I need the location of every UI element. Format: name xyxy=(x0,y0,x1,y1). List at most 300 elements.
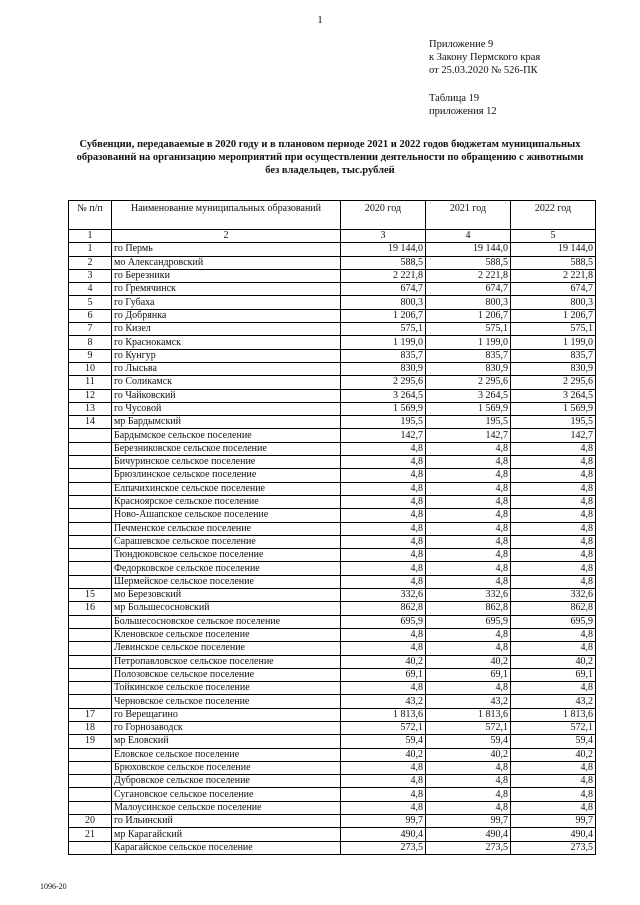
header-name: Наименование муниципальных образований xyxy=(112,201,341,230)
table-row xyxy=(69,256,596,269)
municipality-name-cell: го Верещагино xyxy=(112,708,341,721)
row-number-cell xyxy=(69,761,112,774)
table-row xyxy=(69,628,596,641)
table-row xyxy=(69,761,596,774)
value-2020-cell: 1 206,7 xyxy=(341,309,426,322)
value-2021-cell: 59,4 xyxy=(426,735,511,748)
value-2021-cell: 4,8 xyxy=(426,642,511,655)
table-row xyxy=(69,296,596,309)
value-2022-cell: 1 206,7 xyxy=(511,309,596,322)
municipality-name-cell: Ново-Ашапское сельское поселение xyxy=(112,509,341,522)
value-2020-cell: 800,3 xyxy=(341,296,426,309)
value-2022-cell: 1 813,6 xyxy=(511,708,596,721)
value-2021-cell: 830,9 xyxy=(426,362,511,375)
table-row xyxy=(69,642,596,655)
municipality-name-cell: го Чусовой xyxy=(112,402,341,415)
municipality-name-cell: Бичуринское сельское поселение xyxy=(112,456,341,469)
value-2020-cell: 40,2 xyxy=(341,748,426,761)
value-2020-cell: 695,9 xyxy=(341,615,426,628)
value-2021-cell: 43,2 xyxy=(426,695,511,708)
header-2020: 2020 год xyxy=(341,201,426,230)
municipality-name-cell: Левинское сельское поселение xyxy=(112,642,341,655)
value-2021-cell: 1 569,9 xyxy=(426,402,511,415)
value-2021-cell: 1 199,0 xyxy=(426,336,511,349)
value-2020-cell: 4,8 xyxy=(341,788,426,801)
appendix-reference xyxy=(429,38,540,77)
municipality-name-cell: го Кизел xyxy=(112,323,341,336)
row-number-cell: 8 xyxy=(69,336,112,349)
index-cell: 3 xyxy=(341,230,426,243)
value-2020-cell: 575,1 xyxy=(341,323,426,336)
municipality-name-cell: мо Александровский xyxy=(112,256,341,269)
municipality-name-cell: го Пермь xyxy=(112,243,341,256)
table-row xyxy=(69,748,596,761)
table-row xyxy=(69,283,596,296)
table-row xyxy=(69,469,596,482)
value-2022-cell: 40,2 xyxy=(511,655,596,668)
value-2020-cell: 4,8 xyxy=(341,549,426,562)
table-row xyxy=(69,456,596,469)
table-row xyxy=(69,615,596,628)
value-2022-cell: 273,5 xyxy=(511,841,596,854)
municipality-name-cell: Красноярское сельское поселение xyxy=(112,495,341,508)
table-row xyxy=(69,841,596,854)
value-2021-cell: 40,2 xyxy=(426,748,511,761)
value-2022-cell: 4,8 xyxy=(511,535,596,548)
row-number-cell xyxy=(69,682,112,695)
value-2021-cell: 4,8 xyxy=(426,456,511,469)
value-2021-cell: 195,5 xyxy=(426,416,511,429)
table-row xyxy=(69,509,596,522)
value-2020-cell: 4,8 xyxy=(341,509,426,522)
value-2022-cell: 4,8 xyxy=(511,628,596,641)
page-number: 1 xyxy=(317,14,323,26)
value-2021-cell: 4,8 xyxy=(426,761,511,774)
value-2020-cell: 4,8 xyxy=(341,562,426,575)
table-ref-line: приложения 12 xyxy=(429,106,497,117)
value-2022-cell: 862,8 xyxy=(511,602,596,615)
value-2021-cell: 572,1 xyxy=(426,721,511,734)
value-2021-cell: 332,6 xyxy=(426,589,511,602)
value-2020-cell: 142,7 xyxy=(341,429,426,442)
value-2022-cell: 4,8 xyxy=(511,761,596,774)
value-2020-cell: 4,8 xyxy=(341,482,426,495)
value-2021-cell: 4,8 xyxy=(426,562,511,575)
table-row xyxy=(69,549,596,562)
municipality-name-cell: Еловское сельское поселение xyxy=(112,748,341,761)
municipality-name-cell: мр Большесосновский xyxy=(112,602,341,615)
table-row xyxy=(69,655,596,668)
value-2022-cell: 59,4 xyxy=(511,735,596,748)
value-2022-cell: 4,8 xyxy=(511,456,596,469)
table-row xyxy=(69,402,596,415)
value-2022-cell: 588,5 xyxy=(511,256,596,269)
row-number-cell xyxy=(69,841,112,854)
value-2022-cell: 4,8 xyxy=(511,469,596,482)
row-number-cell: 9 xyxy=(69,349,112,362)
value-2020-cell: 99,7 xyxy=(341,815,426,828)
value-2022-cell: 19 144,0 xyxy=(511,243,596,256)
value-2022-cell: 674,7 xyxy=(511,283,596,296)
row-number-cell xyxy=(69,788,112,801)
row-number-cell: 20 xyxy=(69,815,112,828)
value-2021-cell: 800,3 xyxy=(426,296,511,309)
value-2022-cell: 4,8 xyxy=(511,575,596,588)
municipality-name-cell: Кленовское сельское поселение xyxy=(112,628,341,641)
index-cell: 2 xyxy=(112,230,341,243)
value-2020-cell: 830,9 xyxy=(341,362,426,375)
row-number-cell: 5 xyxy=(69,296,112,309)
municipality-name-cell: Сарашевское сельское поселение xyxy=(112,535,341,548)
value-2021-cell: 4,8 xyxy=(426,788,511,801)
value-2020-cell: 43,2 xyxy=(341,695,426,708)
value-2021-cell: 19 144,0 xyxy=(426,243,511,256)
row-number-cell: 14 xyxy=(69,416,112,429)
value-2020-cell: 1 813,6 xyxy=(341,708,426,721)
value-2021-cell: 1 813,6 xyxy=(426,708,511,721)
row-number-cell: 17 xyxy=(69,708,112,721)
row-number-cell: 16 xyxy=(69,602,112,615)
table-row xyxy=(69,735,596,748)
municipality-name-cell: Елпачихинское сельское поселение xyxy=(112,482,341,495)
value-2020-cell: 4,8 xyxy=(341,495,426,508)
value-2020-cell: 4,8 xyxy=(341,442,426,455)
value-2022-cell: 800,3 xyxy=(511,296,596,309)
municipality-name-cell: го Кунгур xyxy=(112,349,341,362)
value-2020-cell: 4,8 xyxy=(341,642,426,655)
table-row xyxy=(69,695,596,708)
value-2021-cell: 4,8 xyxy=(426,801,511,814)
value-2022-cell: 4,8 xyxy=(511,788,596,801)
value-2022-cell: 835,7 xyxy=(511,349,596,362)
table-row xyxy=(69,349,596,362)
municipality-name-cell: го Чайковский xyxy=(112,389,341,402)
value-2021-cell: 4,8 xyxy=(426,495,511,508)
municipality-name-cell: Брюховское сельское поселение xyxy=(112,761,341,774)
municipality-name-cell: Тюндюковское сельское поселение xyxy=(112,549,341,562)
value-2022-cell: 40,2 xyxy=(511,748,596,761)
value-2022-cell: 4,8 xyxy=(511,442,596,455)
row-number-cell xyxy=(69,456,112,469)
value-2020-cell: 2 221,8 xyxy=(341,269,426,282)
municipality-name-cell: го Горнозаводск xyxy=(112,721,341,734)
value-2021-cell: 4,8 xyxy=(426,442,511,455)
value-2021-cell: 4,8 xyxy=(426,482,511,495)
value-2020-cell: 4,8 xyxy=(341,575,426,588)
value-2022-cell: 830,9 xyxy=(511,362,596,375)
municipality-name-cell: мо Березовский xyxy=(112,589,341,602)
municipality-name-cell: Федорковское сельское поселение xyxy=(112,562,341,575)
row-number-cell xyxy=(69,562,112,575)
table-row xyxy=(69,243,596,256)
value-2022-cell: 332,6 xyxy=(511,589,596,602)
municipality-name-cell: мр Бардымский xyxy=(112,416,341,429)
municipality-name-cell: Брюзлинское сельское поселение xyxy=(112,469,341,482)
value-2021-cell: 69,1 xyxy=(426,668,511,681)
value-2020-cell: 19 144,0 xyxy=(341,243,426,256)
row-number-cell xyxy=(69,748,112,761)
title-line: без владельцев, тыс.рублей xyxy=(265,165,395,176)
value-2021-cell: 674,7 xyxy=(426,283,511,296)
value-2022-cell: 575,1 xyxy=(511,323,596,336)
row-number-cell: 12 xyxy=(69,389,112,402)
table-row xyxy=(69,668,596,681)
municipality-name-cell: Большесосновское сельское поселение xyxy=(112,615,341,628)
municipality-name-cell: Петропавловское сельское поселение xyxy=(112,655,341,668)
municipality-name-cell: Тойкинское сельское поселение xyxy=(112,682,341,695)
appendix-line: к Закону Пермского края xyxy=(429,52,541,63)
appendix-line: Приложение 9 xyxy=(429,39,494,50)
value-2022-cell: 4,8 xyxy=(511,482,596,495)
table-row xyxy=(69,788,596,801)
value-2020-cell: 4,8 xyxy=(341,469,426,482)
row-number-cell: 4 xyxy=(69,283,112,296)
value-2022-cell: 3 264,5 xyxy=(511,389,596,402)
value-2021-cell: 3 264,5 xyxy=(426,389,511,402)
table-row xyxy=(69,801,596,814)
row-number-cell xyxy=(69,695,112,708)
row-number-cell xyxy=(69,509,112,522)
row-number-cell: 13 xyxy=(69,402,112,415)
row-number-cell: 2 xyxy=(69,256,112,269)
value-2021-cell: 99,7 xyxy=(426,815,511,828)
municipality-name-cell: Бардымское сельское поселение xyxy=(112,429,341,442)
value-2020-cell: 4,8 xyxy=(341,775,426,788)
municipality-name-cell: Малоусинское сельское поселение xyxy=(112,801,341,814)
value-2020-cell: 332,6 xyxy=(341,589,426,602)
row-number-cell: 6 xyxy=(69,309,112,322)
value-2020-cell: 572,1 xyxy=(341,721,426,734)
municipality-name-cell: Сугановское сельское поселение xyxy=(112,788,341,801)
municipality-name-cell: мр Еловский xyxy=(112,735,341,748)
value-2021-cell: 4,8 xyxy=(426,522,511,535)
table-row xyxy=(69,336,596,349)
table-row xyxy=(69,362,596,375)
table-ref-line: Таблица 19 xyxy=(429,93,480,104)
value-2022-cell: 43,2 xyxy=(511,695,596,708)
value-2020-cell: 59,4 xyxy=(341,735,426,748)
municipality-name-cell: Карагайское сельское поселение xyxy=(112,841,341,854)
value-2021-cell: 575,1 xyxy=(426,323,511,336)
table-row xyxy=(69,482,596,495)
value-2020-cell: 4,8 xyxy=(341,522,426,535)
municipality-name-cell: Дубровское сельское поселение xyxy=(112,775,341,788)
municipality-name-cell: Черновское сельское поселение xyxy=(112,695,341,708)
value-2022-cell: 69,1 xyxy=(511,668,596,681)
table-row xyxy=(69,721,596,734)
value-2020-cell: 835,7 xyxy=(341,349,426,362)
municipality-name-cell: го Губаха xyxy=(112,296,341,309)
value-2020-cell: 4,8 xyxy=(341,628,426,641)
value-2021-cell: 2 295,6 xyxy=(426,376,511,389)
table-row xyxy=(69,682,596,695)
municipality-name-cell: го Березники xyxy=(112,269,341,282)
value-2020-cell: 4,8 xyxy=(341,801,426,814)
value-2022-cell: 142,7 xyxy=(511,429,596,442)
table-row xyxy=(69,828,596,841)
value-2022-cell: 1 569,9 xyxy=(511,402,596,415)
table-row xyxy=(69,562,596,575)
municipality-name-cell: мр Карагайский xyxy=(112,828,341,841)
value-2020-cell: 4,8 xyxy=(341,682,426,695)
table-row xyxy=(69,602,596,615)
row-number-cell: 19 xyxy=(69,735,112,748)
value-2021-cell: 4,8 xyxy=(426,509,511,522)
value-2020-cell: 4,8 xyxy=(341,761,426,774)
table-row xyxy=(69,323,596,336)
value-2021-cell: 4,8 xyxy=(426,535,511,548)
value-2021-cell: 4,8 xyxy=(426,575,511,588)
value-2020-cell: 4,8 xyxy=(341,535,426,548)
row-number-cell xyxy=(69,575,112,588)
title-line: Субвенции, передаваемые в 2020 году и в плановом периоде 2021 и 2022 годов бюджетам муниципальных xyxy=(79,139,581,150)
value-2020-cell: 4,8 xyxy=(341,456,426,469)
row-number-cell xyxy=(69,469,112,482)
row-number-cell: 1 xyxy=(69,243,112,256)
row-number-cell xyxy=(69,775,112,788)
table-row xyxy=(69,376,596,389)
value-2020-cell: 40,2 xyxy=(341,655,426,668)
row-number-cell xyxy=(69,535,112,548)
row-number-cell: 3 xyxy=(69,269,112,282)
value-2022-cell: 2 221,8 xyxy=(511,269,596,282)
column-index-row xyxy=(69,230,596,243)
value-2022-cell: 490,4 xyxy=(511,828,596,841)
row-number-cell xyxy=(69,495,112,508)
municipality-name-cell: Полозовское сельское поселение xyxy=(112,668,341,681)
value-2021-cell: 142,7 xyxy=(426,429,511,442)
municipality-name-cell: го Краснокамск xyxy=(112,336,341,349)
value-2021-cell: 695,9 xyxy=(426,615,511,628)
value-2021-cell: 4,8 xyxy=(426,549,511,562)
row-number-cell: 10 xyxy=(69,362,112,375)
value-2022-cell: 4,8 xyxy=(511,562,596,575)
row-number-cell xyxy=(69,655,112,668)
municipality-name-cell: го Лысьва xyxy=(112,362,341,375)
value-2021-cell: 2 221,8 xyxy=(426,269,511,282)
value-2021-cell: 4,8 xyxy=(426,775,511,788)
table-row xyxy=(69,815,596,828)
row-number-cell: 15 xyxy=(69,589,112,602)
table-row xyxy=(69,522,596,535)
value-2020-cell: 862,8 xyxy=(341,602,426,615)
municipality-name-cell: го Соликамск xyxy=(112,376,341,389)
value-2022-cell: 99,7 xyxy=(511,815,596,828)
index-cell: 4 xyxy=(426,230,511,243)
value-2022-cell: 695,9 xyxy=(511,615,596,628)
row-number-cell xyxy=(69,642,112,655)
document-code: 1096-20 xyxy=(40,882,67,891)
table-row xyxy=(69,589,596,602)
row-number-cell: 11 xyxy=(69,376,112,389)
table-row xyxy=(69,535,596,548)
value-2022-cell: 4,8 xyxy=(511,509,596,522)
value-2020-cell: 3 264,5 xyxy=(341,389,426,402)
value-2021-cell: 40,2 xyxy=(426,655,511,668)
header-2022: 2022 год xyxy=(511,201,596,230)
row-number-cell: 7 xyxy=(69,323,112,336)
row-number-cell xyxy=(69,429,112,442)
document-title xyxy=(60,138,600,177)
row-number-cell xyxy=(69,628,112,641)
municipality-name-cell: го Гремячинск xyxy=(112,283,341,296)
subsidies-table xyxy=(68,200,596,855)
value-2020-cell: 2 295,6 xyxy=(341,376,426,389)
municipality-name-cell: го Добрянка xyxy=(112,309,341,322)
value-2022-cell: 4,8 xyxy=(511,682,596,695)
municipality-name-cell: Печменское сельское поселение xyxy=(112,522,341,535)
table-header-row xyxy=(69,201,596,230)
table-row xyxy=(69,495,596,508)
value-2020-cell: 273,5 xyxy=(341,841,426,854)
value-2020-cell: 588,5 xyxy=(341,256,426,269)
value-2020-cell: 1 199,0 xyxy=(341,336,426,349)
row-number-cell xyxy=(69,482,112,495)
value-2020-cell: 490,4 xyxy=(341,828,426,841)
title-line: образований на организацию мероприятий при осуществлении деятельности по обращению с животными xyxy=(76,152,584,163)
table-row xyxy=(69,269,596,282)
value-2021-cell: 862,8 xyxy=(426,602,511,615)
value-2021-cell: 4,8 xyxy=(426,682,511,695)
value-2022-cell: 4,8 xyxy=(511,801,596,814)
value-2022-cell: 2 295,6 xyxy=(511,376,596,389)
value-2022-cell: 4,8 xyxy=(511,495,596,508)
table-row xyxy=(69,442,596,455)
table-row xyxy=(69,389,596,402)
value-2022-cell: 1 199,0 xyxy=(511,336,596,349)
table-reference xyxy=(429,92,497,118)
value-2020-cell: 195,5 xyxy=(341,416,426,429)
table-row xyxy=(69,309,596,322)
row-number-cell xyxy=(69,801,112,814)
value-2022-cell: 4,8 xyxy=(511,642,596,655)
value-2022-cell: 4,8 xyxy=(511,549,596,562)
row-number-cell xyxy=(69,615,112,628)
index-cell: 1 xyxy=(69,230,112,243)
table-row xyxy=(69,708,596,721)
table-row xyxy=(69,775,596,788)
row-number-cell xyxy=(69,668,112,681)
table-row xyxy=(69,575,596,588)
value-2022-cell: 572,1 xyxy=(511,721,596,734)
row-number-cell: 18 xyxy=(69,721,112,734)
value-2021-cell: 273,5 xyxy=(426,841,511,854)
row-number-cell: 21 xyxy=(69,828,112,841)
index-cell: 5 xyxy=(511,230,596,243)
municipality-name-cell: го Ильинский xyxy=(112,815,341,828)
table-row xyxy=(69,416,596,429)
table-row xyxy=(69,429,596,442)
value-2020-cell: 674,7 xyxy=(341,283,426,296)
appendix-line: от 25.03.2020 № 526-ПК xyxy=(429,65,538,76)
value-2020-cell: 69,1 xyxy=(341,668,426,681)
value-2022-cell: 4,8 xyxy=(511,522,596,535)
value-2022-cell: 195,5 xyxy=(511,416,596,429)
value-2021-cell: 588,5 xyxy=(426,256,511,269)
value-2021-cell: 4,8 xyxy=(426,628,511,641)
row-number-cell xyxy=(69,549,112,562)
value-2021-cell: 490,4 xyxy=(426,828,511,841)
row-number-cell xyxy=(69,522,112,535)
row-number-cell xyxy=(69,442,112,455)
value-2022-cell: 4,8 xyxy=(511,775,596,788)
header-2021: 2021 год xyxy=(426,201,511,230)
value-2020-cell: 1 569,9 xyxy=(341,402,426,415)
municipality-name-cell: Шермейское сельское поселение xyxy=(112,575,341,588)
header-num: № п/п xyxy=(69,201,112,230)
value-2021-cell: 1 206,7 xyxy=(426,309,511,322)
value-2021-cell: 4,8 xyxy=(426,469,511,482)
